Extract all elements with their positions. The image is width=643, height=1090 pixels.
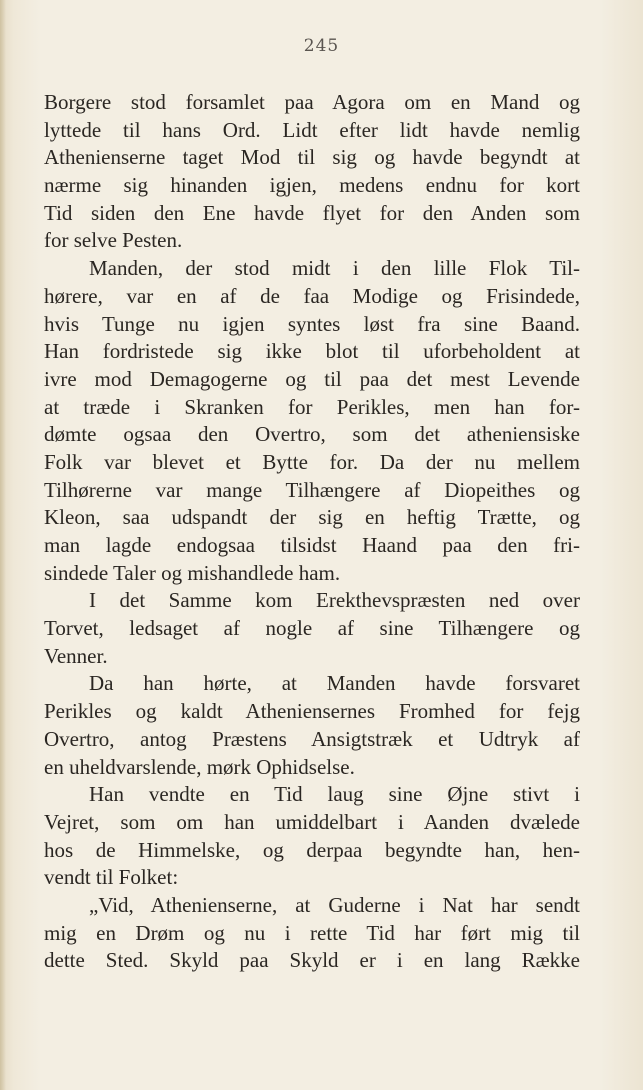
text-line: I det Samme kom Erekthevspræsten ned over [89, 588, 580, 613]
text-line: sindede Taler og mishandlede ham. [44, 560, 341, 585]
text-line: Kleon, saa udspandt der sig en heftig Trætte, og [44, 505, 580, 530]
text-line: „Vid, Athenienserne, at Guderne i Nat har sendt [89, 892, 580, 917]
text-line: Borgere stod forsamlet paa Agora om en Mand og [44, 90, 580, 114]
text-line: at træde i Skranken for Perikles, men han for- [44, 394, 580, 419]
text-line: Overtro, antog Præstens Ansigtstræk et Udtryk af [44, 726, 580, 751]
text-line: hos de Himmelske, og derpaa begyndte han, hen- [44, 837, 580, 862]
text-line: dette Sted. Skyld paa Skyld er i en lang Række [44, 948, 580, 973]
text-line: Vejret, som om han umiddelbart i Aanden dvælede [44, 809, 580, 834]
text-line: Da han hørte, at Manden havde forsvaret [89, 671, 580, 696]
text-line: hørere, var en af de faa Modige og Frisindede, [44, 283, 580, 308]
text-line: Tilhørerne var mange Tilhængere af Diopeithes og [44, 477, 580, 502]
text-line: hvis Tunge nu igjen syntes løst fra sine Baand. [44, 311, 580, 336]
text-line: mig en Drøm og nu i rette Tid har ført mig til [44, 920, 580, 945]
text-line: en uheldvarslende, mørk Ophidselse. [44, 754, 355, 779]
text-line: Manden, der stod midt i den lille Flok Til- [89, 256, 580, 281]
text-line: nærme sig hinanden igjen, medens endnu for kort [44, 173, 580, 198]
text-line: Perikles og kaldt Atheniensernes Fromhed for fejg [44, 699, 580, 724]
text-line: lyttede til hans Ord. Lidt efter lidt havde nemlig [44, 117, 580, 142]
text-line: Folk var blevet et Bytte for. Da der nu mellem [44, 449, 580, 474]
text-line: dømte ogsaa den Overtro, som det atheniensiske [44, 422, 580, 447]
text-line: Han vendte en Tid laug sine Øjne stivt i [89, 782, 580, 807]
text-line: man lagde endogsaa tilsidst Haand paa den fri- [44, 533, 580, 557]
page-edge-shadow [0, 0, 6, 1090]
text-line: vendt til Folket: [44, 865, 179, 890]
text-line: for selve Pesten. [44, 228, 183, 253]
body-text [44, 89, 580, 975]
text-line: Athenienserne taget Mod til sig og havde begyndt at [44, 145, 580, 170]
text-line: Tid siden den Ene havde flyet for den Anden som [44, 200, 580, 225]
page-number: 245 [303, 36, 340, 56]
text-line: Torvet, ledsaget af nogle af sine Tilhængere og [44, 616, 580, 641]
text-line: Han fordristede sig ikke blot til uforbeholdent at [44, 339, 580, 364]
text-line: ivre mod Demagogerne og til paa det mest Levende [44, 366, 580, 391]
text-line: Venner. [44, 643, 108, 668]
